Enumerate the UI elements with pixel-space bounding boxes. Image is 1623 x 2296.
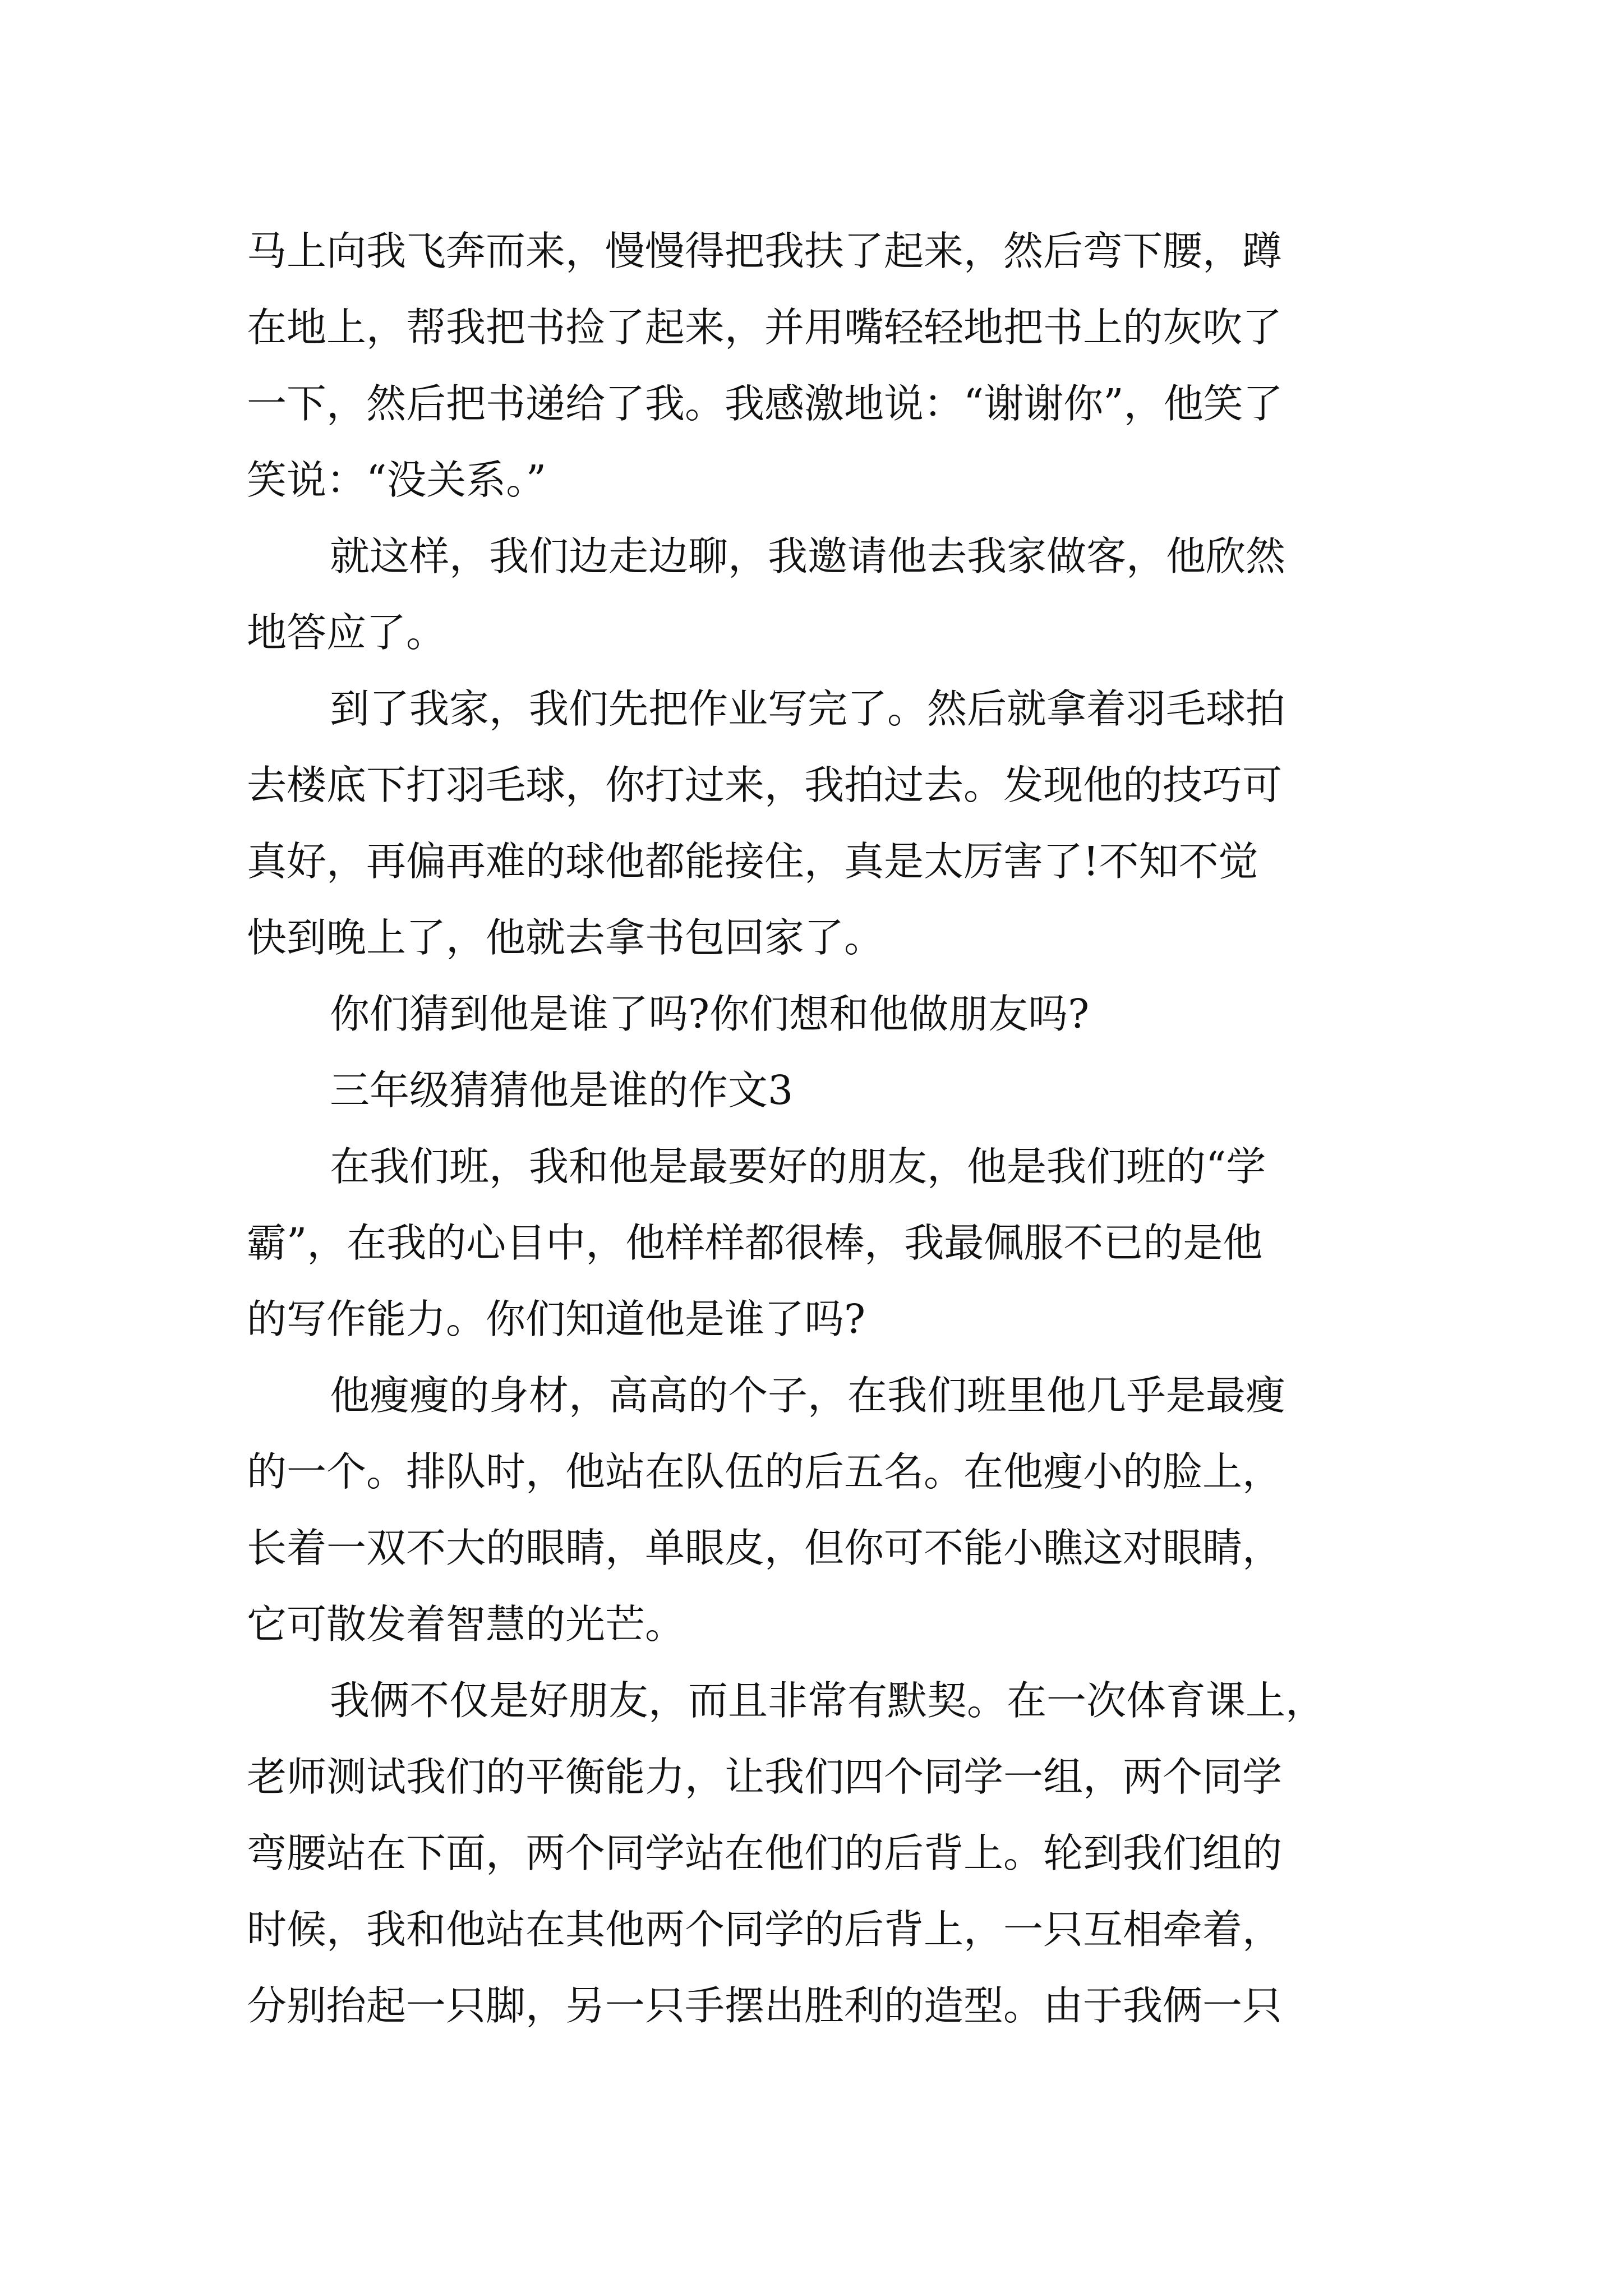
text-line: 在地上，帮我把书捡了起来，并用嘴轻轻地把书上的灰吹了	[247, 304, 1283, 351]
essay-body	[247, 213, 1396, 2044]
text-line: 分别抬起一只脚，另一只手摆出胜利的造型。由于我俩一只	[247, 1982, 1283, 2029]
text-line: 的一个。排队时，他站在队伍的后五名。在他瘦小的脸上，	[247, 1448, 1283, 1495]
text-line: 霸”，在我的心目中，他样样都很棒，我最佩服不已的是他	[247, 1220, 1263, 1266]
paragraph-4	[247, 976, 1396, 1052]
paragraph-1	[247, 213, 1396, 518]
text-line: 我俩不仅是好朋友，而且非常有默契。在一次体育课上，	[330, 1677, 1326, 1724]
text-line: 它可散发着智慧的光芒。	[247, 1601, 685, 1648]
text-line: 长着一双不大的眼睛，单眼皮，但你可不能小瞧这对眼睛，	[247, 1525, 1283, 1571]
text-line: 弯腰站在下面，两个同学站在他们的后背上。轮到我们组的	[247, 1830, 1283, 1876]
text-line: 到了我家，我们先把作业写完了。然后就拿着羽毛球拍	[330, 685, 1286, 732]
text-line: 你们猜到他是谁了吗?你们想和他做朋友吗?	[330, 991, 1090, 1037]
text-line: 地答应了。	[247, 609, 446, 656]
text-line: 老师测试我们的平衡能力，让我们四个同学一组，两个同学	[247, 1754, 1283, 1800]
text-line: 笑说：“没关系。”	[247, 457, 547, 503]
text-line: 去楼底下打羽毛球，你打过来，我拍过去。发现他的技巧可	[247, 762, 1283, 808]
text-line: 在我们班，我和他是最要好的朋友，他是我们班的“学	[330, 1143, 1266, 1190]
text-line: 真好，再偏再难的球他都能接住，真是太厉害了!不知不觉	[247, 838, 1258, 885]
paragraph-3	[247, 671, 1396, 976]
text-line: 时候，我和他站在其他两个同学的后背上，一只互相牵着，	[247, 1906, 1283, 1953]
paragraph-6	[247, 1129, 1396, 1358]
text-line: 快到晚上了，他就去拿书包回家了。	[247, 914, 884, 961]
text-line: 马上向我飞奔而来，慢慢得把我扶了起来，然后弯下腰，蹲	[247, 228, 1283, 274]
text-line: 就这样，我们边走边聊，我邀请他去我家做客，他欣然	[330, 533, 1286, 579]
essay-heading	[247, 1052, 1396, 1129]
paragraph-8	[247, 1663, 1396, 2044]
text-line: 的写作能力。你们知道他是谁了吗?	[247, 1296, 866, 1342]
paragraph-7	[247, 1358, 1396, 1663]
text-line: 三年级猜猜他是谁的作文3	[330, 1067, 794, 1114]
text-line: 他瘦瘦的身材，高高的个子，在我们班里他几乎是最瘦	[330, 1372, 1286, 1419]
paragraph-2	[247, 518, 1396, 671]
text-line: 一下，然后把书递给了我。我感激地说：“谢谢你”，他笑了	[247, 380, 1283, 427]
